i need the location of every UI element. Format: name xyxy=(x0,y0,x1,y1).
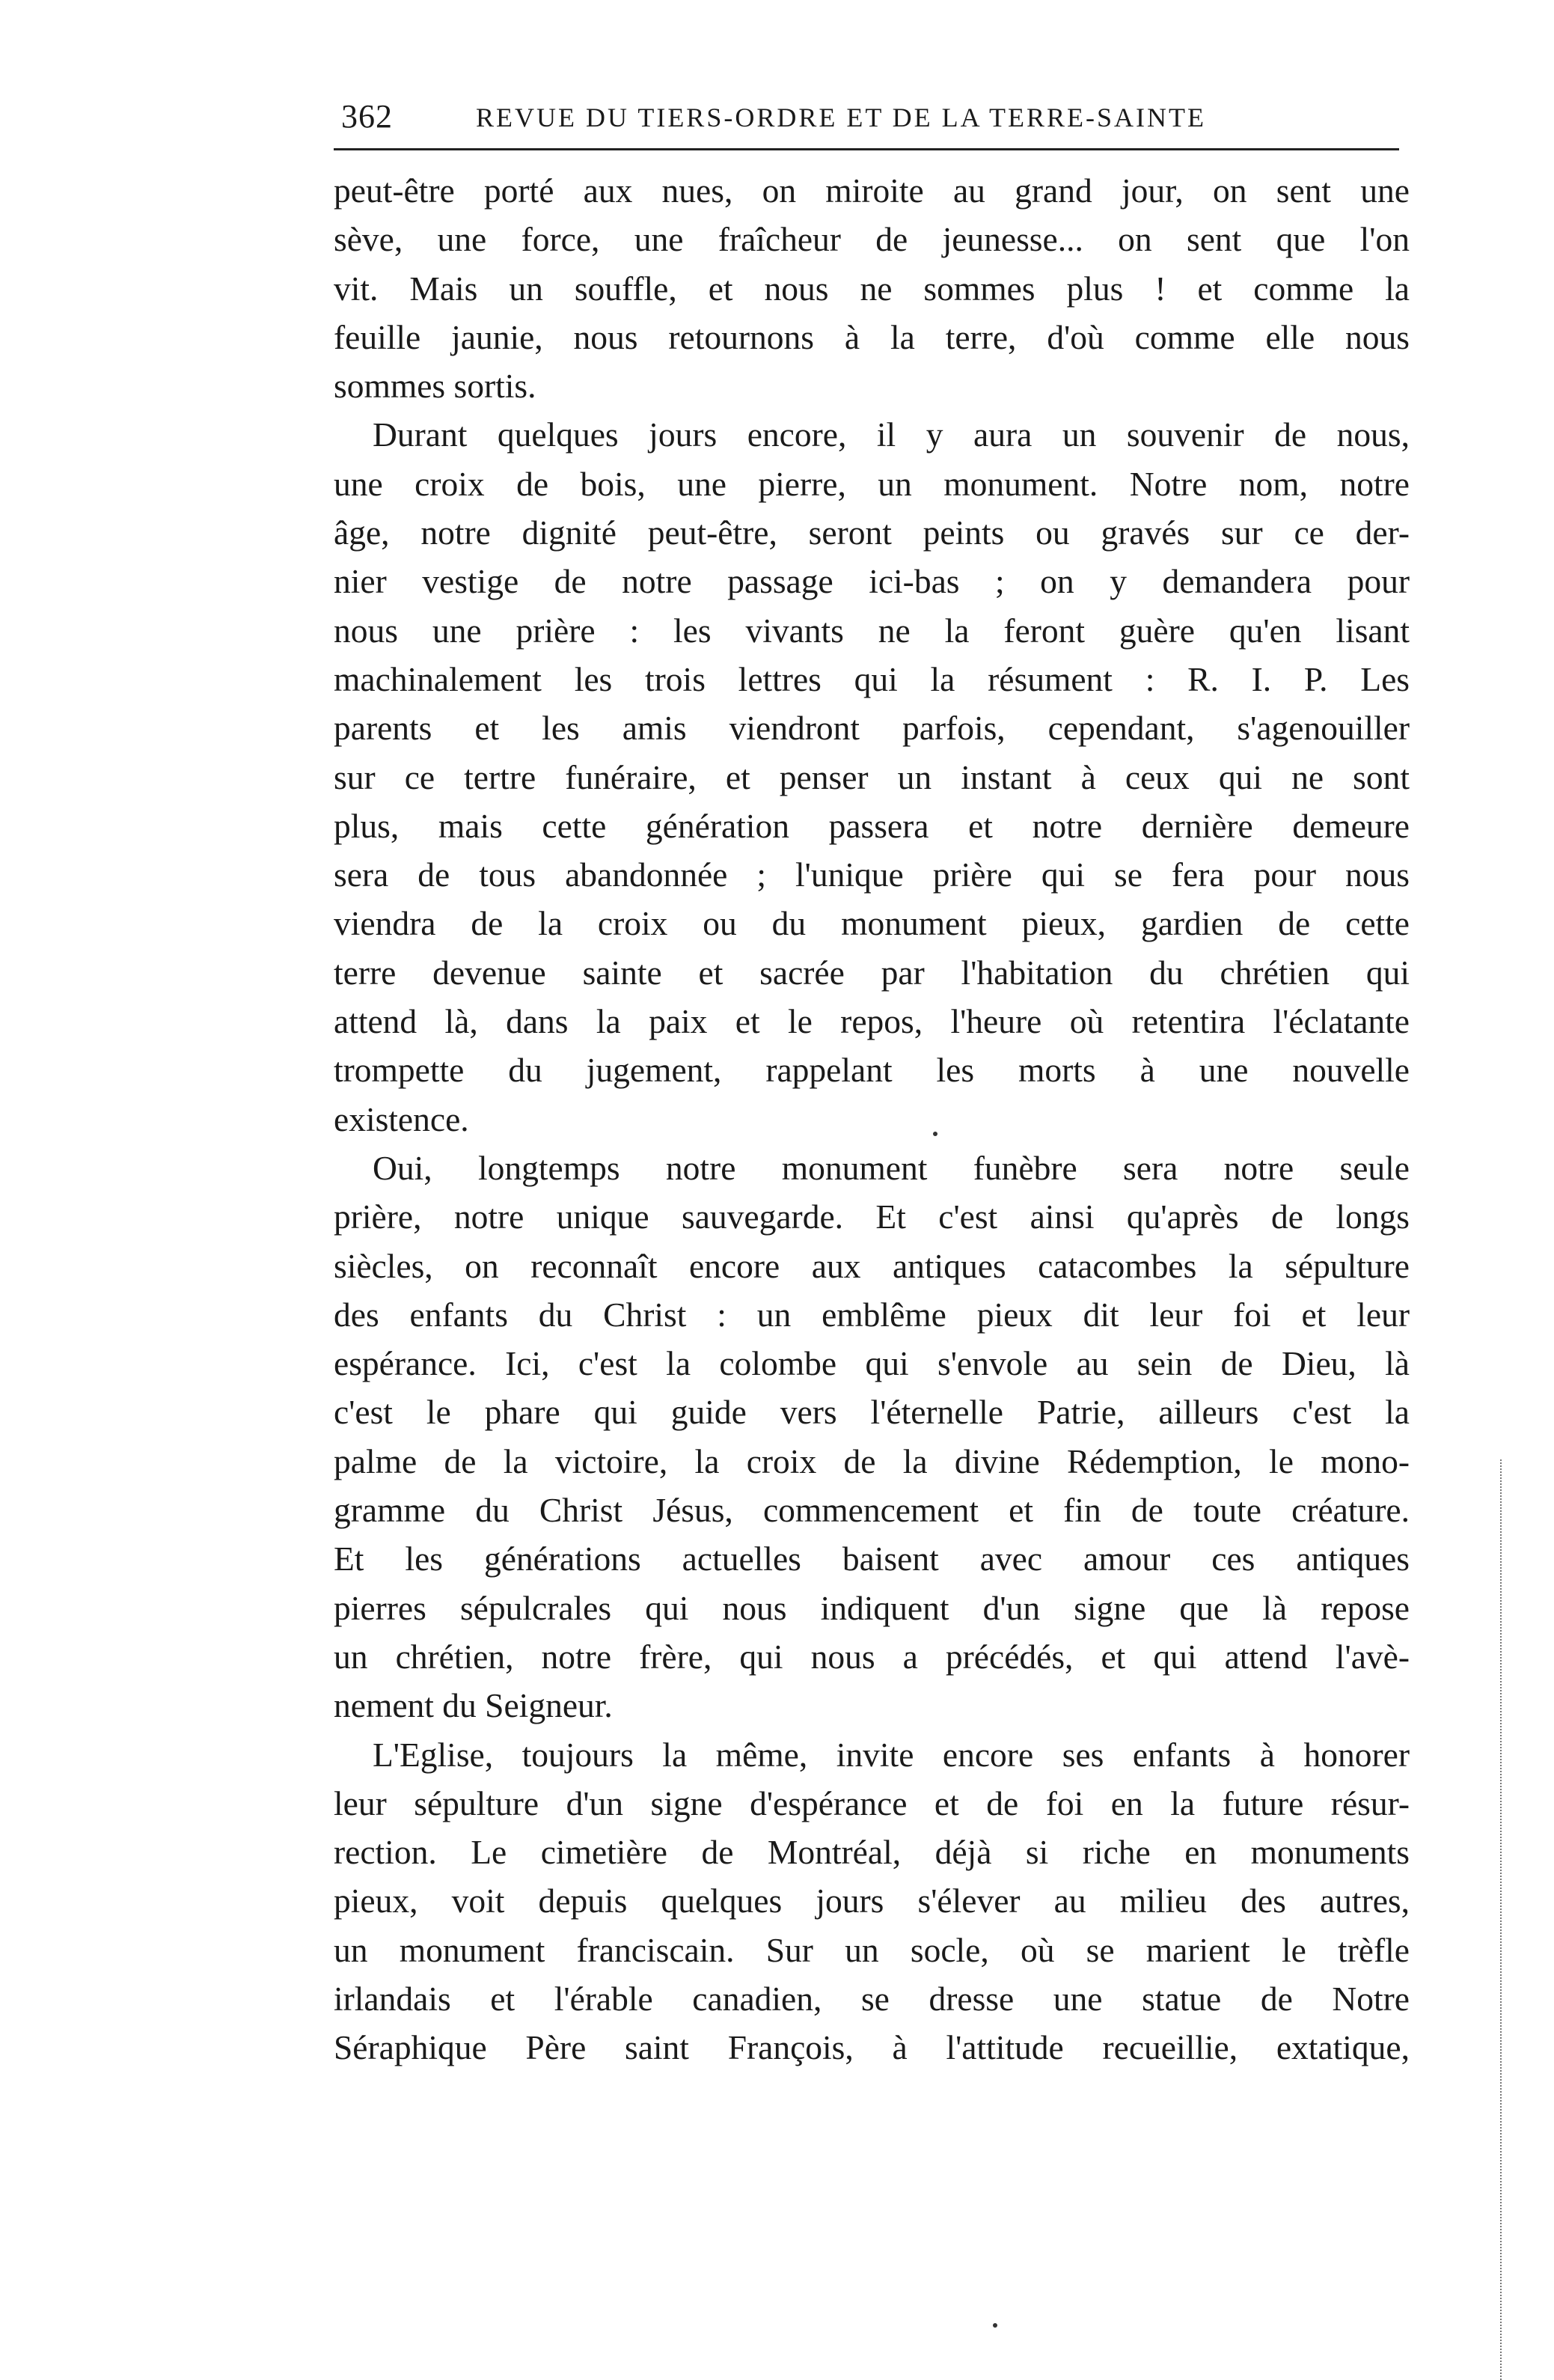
text-line: pieux, voit depuis quelques jours s'élever au milieu des autres, xyxy=(334,1882,1410,1920)
text-line: terre devenue sainte et sacrée par l'habitation du chrétien qui xyxy=(334,953,1410,992)
text-line: un monument franciscain. Sur un socle, où se marient le trèfle xyxy=(334,1930,1410,1969)
text-line: prière, notre unique sauvegarde. Et c'est ainsi qu'après de longs xyxy=(334,1197,1410,1236)
text-line: une croix de bois, une pierre, un monument. Notre nom, notre xyxy=(334,464,1410,503)
text-line: gramme du Christ Jésus, commencement et fin de toute créature. xyxy=(334,1491,1410,1530)
text-line: un chrétien, notre frère, qui nous a précédés, et qui attend l'avè- xyxy=(334,1637,1410,1676)
text-line: Et les générations actuelles baisent avec amour ces antiques xyxy=(334,1540,1410,1578)
text-line: peut-être porté aux nues, on miroite au grand jour, on sent une xyxy=(334,171,1410,210)
text-line: feuille jaunie, nous retournons à la terre, d'où comme elle nous xyxy=(334,317,1410,356)
text-line: rection. Le cimetière de Montréal, déjà si riche en monuments xyxy=(334,1833,1410,1872)
scan-speck xyxy=(933,1132,937,1136)
text-line: siècles, on reconnaît encore aux antiques catacombes la sépulture xyxy=(334,1246,1410,1285)
text-line: nier vestige de notre passage ici-bas ; on y demandera pour xyxy=(334,562,1410,601)
text-line: palme de la victoire, la croix de la divine Rédemption, le mono- xyxy=(334,1441,1410,1480)
text-line: trompette du jugement, rappelant les morts à une nouvelle xyxy=(334,1051,1410,1090)
text-line: irlandais et l'érable canadien, se dresse une statue de Notre xyxy=(334,1979,1410,2018)
text-line: sève, une force, une fraîcheur de jeunesse... on sent que l'on xyxy=(334,220,1410,259)
body-text xyxy=(334,166,1410,2072)
scan-margin-mark xyxy=(1500,1459,1502,2380)
text-line: parents et les amis viendront parfois, cependant, s'agenouiller xyxy=(334,709,1410,748)
text-line: vit. Mais un souffle, et nous ne sommes plus ! et comme la xyxy=(334,269,1410,308)
text-line: pierres sépulcrales qui nous indiquent d'un signe que là repose xyxy=(334,1588,1410,1627)
running-title: REVUE DU TIERS-ORDRE ET DE LA TERRE-SAINTE xyxy=(476,103,1206,132)
page-number: 362 xyxy=(341,98,393,135)
text-line: leur sépulture d'un signe d'espérance et de foi en la future résur- xyxy=(334,1784,1410,1822)
text-line: sera de tous abandonnée ; l'unique prière qui se fera pour nous xyxy=(334,855,1410,894)
text-line: sur ce tertre funéraire, et penser un instant à ceux qui ne sont xyxy=(334,757,1410,796)
text-line: Séraphique Père saint François, à l'attitude recueillie, extatique, xyxy=(334,2028,1410,2067)
scan-speck xyxy=(993,2323,997,2328)
text-line: plus, mais cette génération passera et notre dernière demeure xyxy=(334,806,1410,845)
text-line: nement du Seigneur. xyxy=(334,1686,613,1725)
text-line: viendra de la croix ou du monument pieux, gardien de cette xyxy=(334,904,1410,943)
page-header xyxy=(334,88,1399,148)
text-line: L'Eglise, toujours la même, invite encore ses enfants à honorer xyxy=(373,1735,1410,1774)
text-line: sommes sortis. xyxy=(334,367,536,406)
text-line: nous une prière : les vivants ne la feront guère qu'en lisant xyxy=(334,611,1410,650)
text-line: attend là, dans la paix et le repos, l'heure où retentira l'éclatante xyxy=(334,1002,1410,1041)
text-line: âge, notre dignité peut-être, seront peints ou gravés sur ce der- xyxy=(334,513,1410,552)
text-line: espérance. Ici, c'est la colombe qui s'envole au sein de Dieu, là xyxy=(334,1344,1410,1383)
text-line: Oui, longtemps notre monument funèbre sera notre seule xyxy=(373,1148,1410,1187)
text-line: machinalement les trois lettres qui la résument : R. I. P. Les xyxy=(334,659,1410,698)
text-line: Durant quelques jours encore, il y aura un souvenir de nous, xyxy=(373,415,1410,454)
text-line: existence. xyxy=(334,1099,469,1138)
header-rule xyxy=(334,148,1399,150)
text-line: des enfants du Christ : un emblême pieux dit leur foi et leur xyxy=(334,1295,1410,1334)
text-line: c'est le phare qui guide vers l'éternelle Patrie, ailleurs c'est la xyxy=(334,1393,1410,1432)
